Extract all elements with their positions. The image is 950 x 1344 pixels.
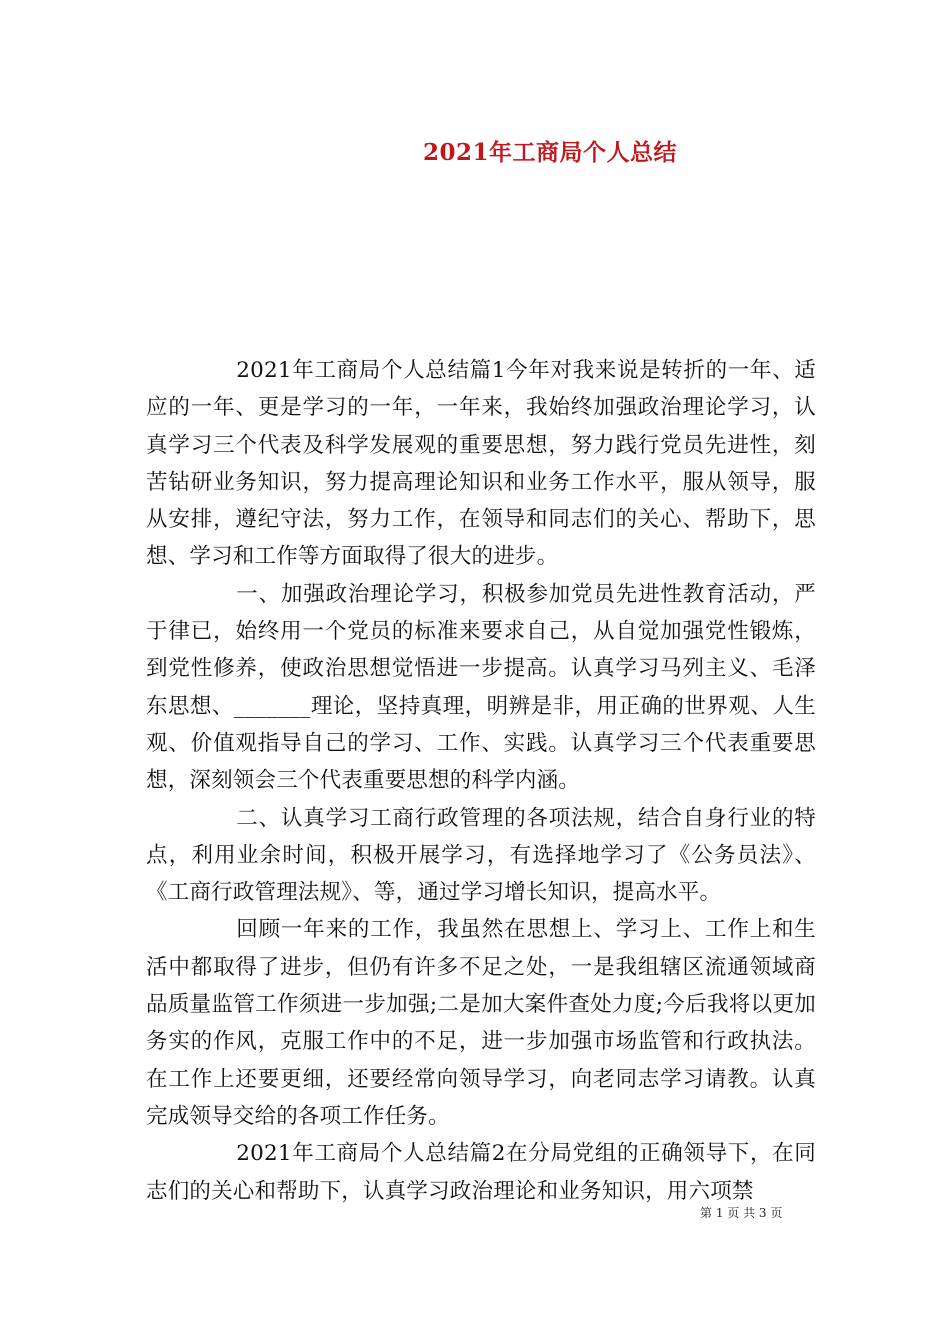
paragraph-5: 2021年工商局个人总结篇2在分局党组的正确领导下，在同志们的关心和帮助下，认真学习政治理论和业务知识，用六项禁 [146,1141,816,1204]
document-body [146,352,816,1210]
paragraph-4: 回顾一年来的工作，我虽然在思想上、学习上、工作上和生活中都取得了进步，但仍有许多不足之处，一是我组辖区流通领域商品质量监管工作须进一步加强;二是加大案件查处力度;今后我将以更加务实的作风，克服工作中的不足，进一步加强市场监管和行政执法。在工作上还要更细，还要经常向领导学习，向老同志学习请教。认真完成领导交给的各项工作任务。 [146,917,816,1129]
paragraph-3: 二、认真学习工商行政管理的各项法规，结合自身行业的特点，利用业余时间，积极开展学习，有选择地学习了《公务员法》、《工商行政管理法规》、等，通过学习增长知识，提高水平。 [146,805,816,906]
paragraph-1: 2021年工商局个人总结篇1今年对我来说是转折的一年、适应的一年、更是学习的一年，一年来，我始终加强政治理论学习，认真学习三个代表及科学发展观的重要思想，努力践行党员先进性，刻苦钻研业务知识，努力提高理论知识和业务工作水平，服从领导，服从安排，遵纪守法，努力工作，在领导和同志们的关心、帮助下，思想、学习和工作等方面取得了很大的进步。 [146,358,816,570]
document-title-row [0,134,950,167]
document-title: 2021年工商局个人总结 [422,139,677,166]
paragraph-2: 一、加强政治理论学习，积极参加党员先进性教育活动，严于律已，始终用一个党员的标准来要求自己，从自觉加强党性锻炼，到党性修养，使政治思想觉悟进一步提高。认真学习马列主义、毛泽东思想、_______理论，坚持真理，明辨是非，用正确的世界观、人生观、价值观指导自己的学习、工作、实践。认真学习三个代表重要思想，深刻领会三个代表重要思想的科学内涵。 [146,581,816,794]
page-number-footer: 第 1 页 共 3 页 [700,1206,783,1220]
